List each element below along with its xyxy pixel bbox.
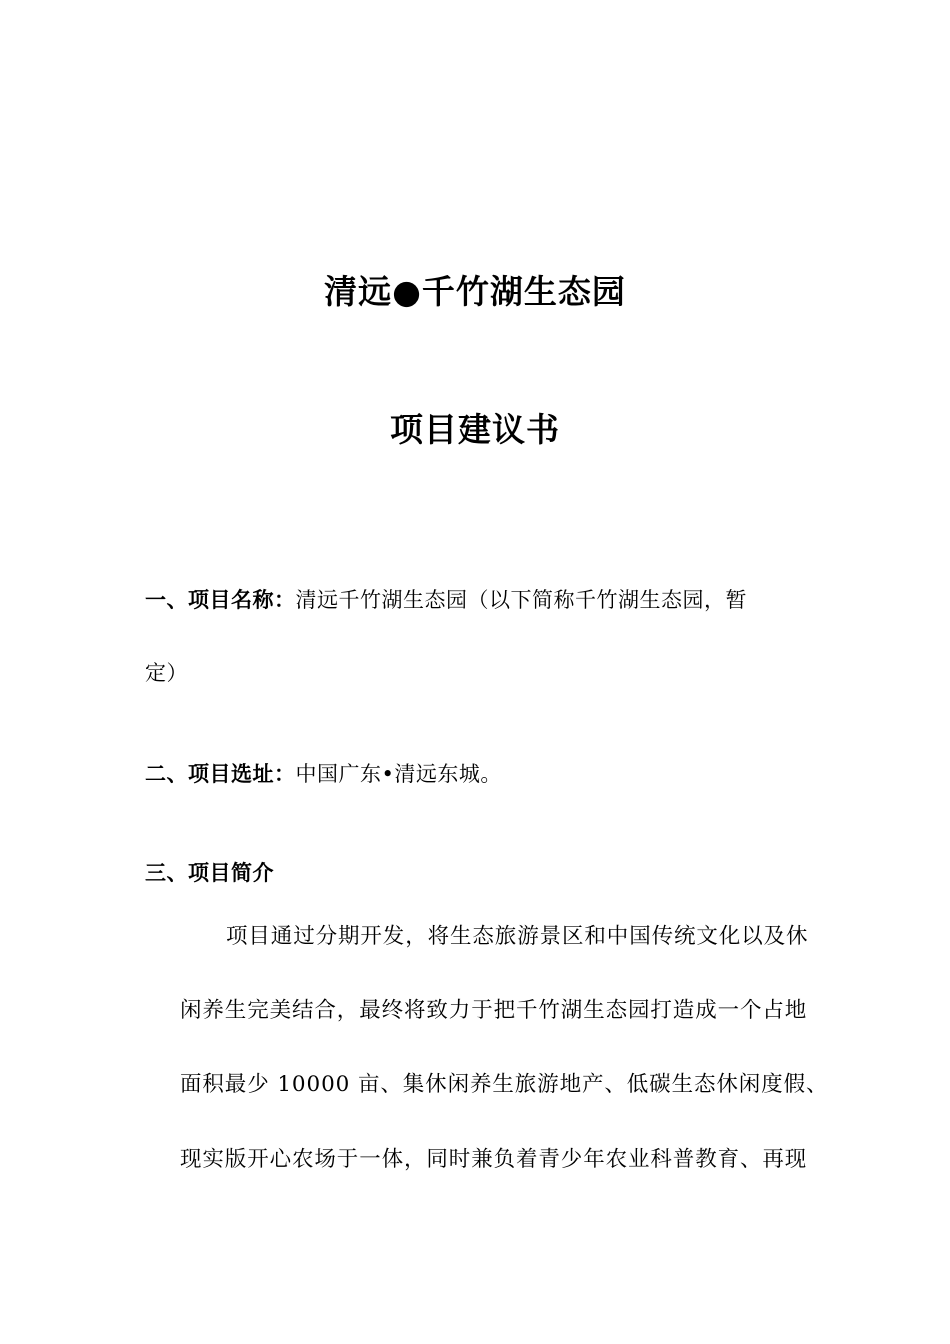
section-heading: 二、项目选址： [145, 762, 296, 786]
document-title: 清远●千竹湖生态园 [324, 272, 626, 311]
section-text: 清远千竹湖生态园（以下简称千竹湖生态园，暂 [295, 588, 747, 612]
paragraph-line: 项目通过分期开发，将生态旅游景区和中国传统文化以及休 [226, 924, 809, 949]
section-text: 中国广东•清远东城。 [295, 762, 502, 786]
section-heading: 三、项目简介 [145, 861, 274, 885]
paragraph-line: 闲养生完美结合，最终将致力于把千竹湖生态园打造成一个占地 [180, 998, 808, 1023]
section-text-continued: 定） [145, 661, 188, 685]
paragraph-line: 面积最少 10000 亩、集休闲养生旅游地产、低碳生态休闲度假、 [180, 1072, 829, 1097]
section-project-name [145, 585, 747, 615]
section-heading: 一、项目名称： [145, 588, 296, 612]
section-project-location [145, 759, 502, 789]
paragraph-line: 现实版开心农场于一体，同时兼负着青少年农业科普教育、再现 [180, 1147, 808, 1172]
section-project-intro [145, 858, 274, 888]
document-subtitle: 项目建议书 [390, 410, 560, 449]
